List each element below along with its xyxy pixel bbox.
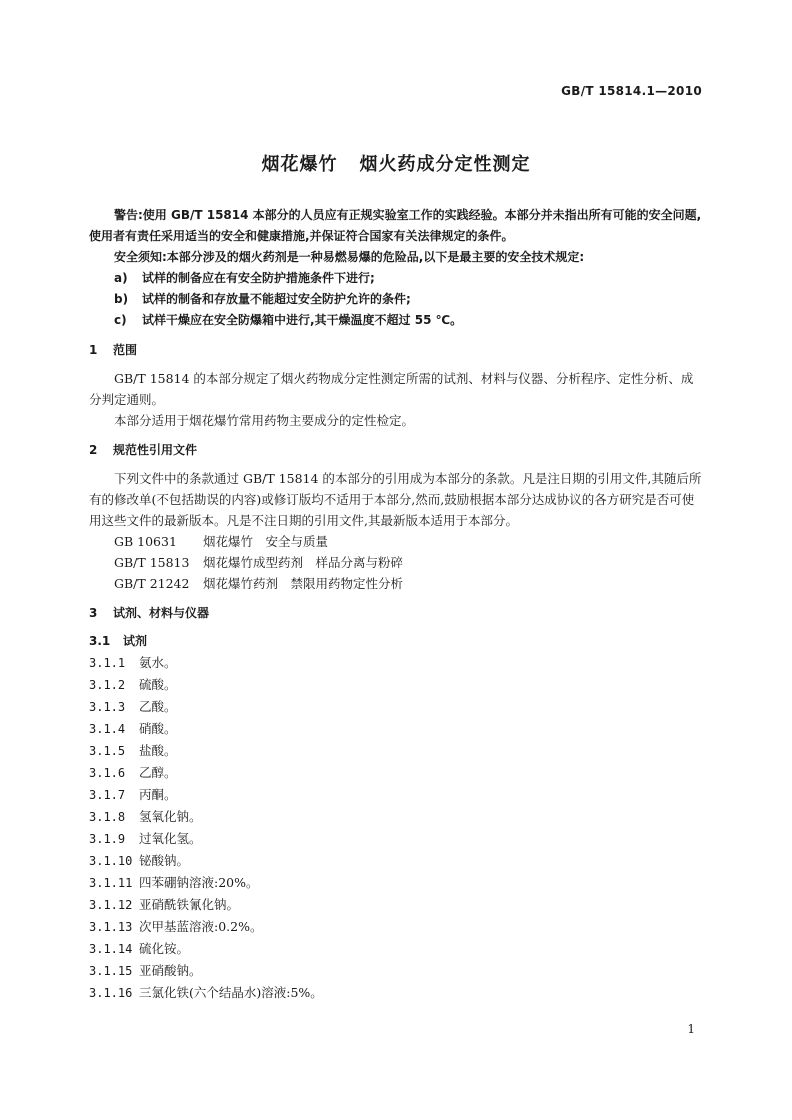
reference-code: GB/T 15813 bbox=[114, 555, 190, 570]
reference-code: GB/T 21242 bbox=[114, 576, 190, 591]
reagent-item bbox=[89, 674, 705, 696]
reagent-item bbox=[89, 718, 705, 740]
section-heading-2 bbox=[89, 440, 705, 461]
reagent-number: 3.1.14 bbox=[89, 942, 133, 956]
warning-item-c bbox=[89, 310, 705, 331]
title-part1: 烟花爆竹 bbox=[261, 154, 338, 175]
item-text: 试样干燥应在安全防爆箱中进行,其干燥温度不超过 55 ℃。 bbox=[142, 313, 463, 327]
reagent-text: 过氧化氢。 bbox=[139, 831, 202, 846]
reagent-item bbox=[89, 894, 705, 916]
reagent-text: 亚硝酰铁氰化钠。 bbox=[139, 897, 240, 912]
section-title: 规范性引用文件 bbox=[113, 443, 198, 457]
reagent-number: 3.1.2 bbox=[89, 678, 126, 692]
reagent-number: 3.1.11 bbox=[89, 876, 133, 890]
warning-item-a bbox=[89, 268, 705, 289]
reagent-number: 3.1.6 bbox=[89, 766, 126, 780]
reagent-text: 氨水。 bbox=[139, 655, 177, 670]
reagent-text: 铋酸钠。 bbox=[139, 853, 190, 868]
scope-paragraph-1: GB/T 15814 的本部分规定了烟火药物成分定性测定所需的试剂、材料与仪器、分析程序、定性分析、成分判定通则。 bbox=[89, 371, 694, 407]
reagent-item bbox=[89, 828, 705, 850]
subsection-title: 试剂 bbox=[123, 634, 148, 648]
title-part2: 烟火药成分定性测定 bbox=[359, 154, 531, 175]
reagent-number: 3.1.16 bbox=[89, 986, 133, 1000]
item-text: 试样的制备应在有安全防护措施条件下进行; bbox=[142, 271, 375, 285]
reagent-number: 3.1.15 bbox=[89, 964, 133, 978]
reference-title: 烟花爆竹 安全与质量 bbox=[203, 534, 329, 549]
reagent-number: 3.1.9 bbox=[89, 832, 126, 846]
reagent-item bbox=[89, 938, 705, 960]
warning-text: 警告:使用 GB/T 15814 本部分的人员应有正规实验室工作的实践经验。本部分并未指出所有可能的安全问题,使用者有责任采用适当的安全和健康措施,并保证符合国家有关法律规定的条件。 bbox=[89, 208, 702, 243]
reagent-item bbox=[89, 784, 705, 806]
reagent-text: 三氯化铁(六个结晶水)溶液:5%。 bbox=[139, 985, 323, 1000]
subsection-heading bbox=[89, 631, 705, 652]
item-label: a) bbox=[114, 271, 128, 285]
item-label: c) bbox=[114, 313, 127, 327]
reagent-item bbox=[89, 982, 705, 1004]
section-title: 试剂、材料与仪器 bbox=[113, 606, 210, 620]
reference-code: GB 10631 bbox=[114, 534, 177, 549]
reagent-text: 硫酸。 bbox=[139, 677, 177, 692]
reagent-item bbox=[89, 916, 705, 938]
reagent-item bbox=[89, 872, 705, 894]
section-number: 2 bbox=[89, 443, 98, 457]
reagent-text: 亚硝酸钠。 bbox=[139, 963, 202, 978]
reagent-item bbox=[89, 740, 705, 762]
reagent-text: 次甲基蓝溶液:0.2%。 bbox=[139, 919, 263, 934]
reagent-number: 3.1.10 bbox=[89, 854, 133, 868]
reagent-number: 3.1.13 bbox=[89, 920, 133, 934]
reagent-item bbox=[89, 960, 705, 982]
reagent-text: 硫化铵。 bbox=[139, 941, 190, 956]
reference-item bbox=[89, 531, 705, 552]
references-paragraph: 下列文件中的条款通过 GB/T 15814 的本部分的引用成为本部分的条款。凡是注日期的引用文件,其随后所有的修改单(不包括勘误的内容)或修订版均不适用于本部分,然而,鼓励根据本部分达成协议的各方研究是否可使用这些文件的最新版本。凡是不注日期的引用文件,其最新版本适用于本部分。 bbox=[89, 471, 702, 528]
document-body bbox=[89, 205, 705, 1004]
section-number: 3 bbox=[89, 606, 98, 620]
reagent-text: 硝酸。 bbox=[139, 721, 177, 736]
warning-item-b bbox=[89, 289, 705, 310]
section-title: 范围 bbox=[113, 343, 138, 357]
item-label: b) bbox=[114, 292, 129, 306]
section-heading-1 bbox=[89, 340, 705, 361]
reagent-text: 丙酮。 bbox=[139, 787, 177, 802]
scope-paragraph-2: 本部分适用于烟花爆竹常用药物主要成分的定性检定。 bbox=[114, 413, 415, 428]
reference-item bbox=[89, 573, 705, 594]
page-number: 1 bbox=[687, 1022, 695, 1036]
reagent-text: 氢氧化钠。 bbox=[139, 809, 202, 824]
reagent-number: 3.1.5 bbox=[89, 744, 126, 758]
reagent-number: 3.1.8 bbox=[89, 810, 126, 824]
reagent-list bbox=[89, 652, 705, 1004]
section-number: 1 bbox=[89, 343, 98, 357]
reagent-number: 3.1.12 bbox=[89, 898, 133, 912]
subsection-number: 3.1 bbox=[89, 634, 111, 648]
section-heading-3 bbox=[89, 603, 705, 624]
reagent-number: 3.1.7 bbox=[89, 788, 126, 802]
reagent-item bbox=[89, 850, 705, 872]
warning-block bbox=[89, 205, 705, 331]
reagent-item bbox=[89, 696, 705, 718]
reagent-item bbox=[89, 806, 705, 828]
safety-notice: 安全须知:本部分涉及的烟火药剂是一种易燃易爆的危险品,以下是最主要的安全技术规定: bbox=[114, 250, 585, 264]
reagent-number: 3.1.3 bbox=[89, 700, 126, 714]
reagent-item bbox=[89, 762, 705, 784]
reference-title: 烟花爆竹成型药剂 样品分离与粉碎 bbox=[203, 555, 404, 570]
item-text: 试样的制备和存放量不能超过安全防护允许的条件; bbox=[142, 292, 411, 306]
document-title bbox=[0, 150, 792, 176]
reagent-number: 3.1.4 bbox=[89, 722, 126, 736]
reagent-text: 四苯硼钠溶液:20%。 bbox=[139, 875, 259, 890]
reagent-text: 乙醇。 bbox=[139, 765, 177, 780]
reagent-text: 盐酸。 bbox=[139, 743, 177, 758]
standard-code: GB/T 15814.1—2010 bbox=[561, 84, 702, 98]
reagent-text: 乙酸。 bbox=[139, 699, 177, 714]
reference-item bbox=[89, 552, 705, 573]
reagent-number: 3.1.1 bbox=[89, 656, 126, 670]
reference-title: 烟花爆竹药剂 禁限用药物定性分析 bbox=[203, 576, 404, 591]
reagent-item bbox=[89, 652, 705, 674]
